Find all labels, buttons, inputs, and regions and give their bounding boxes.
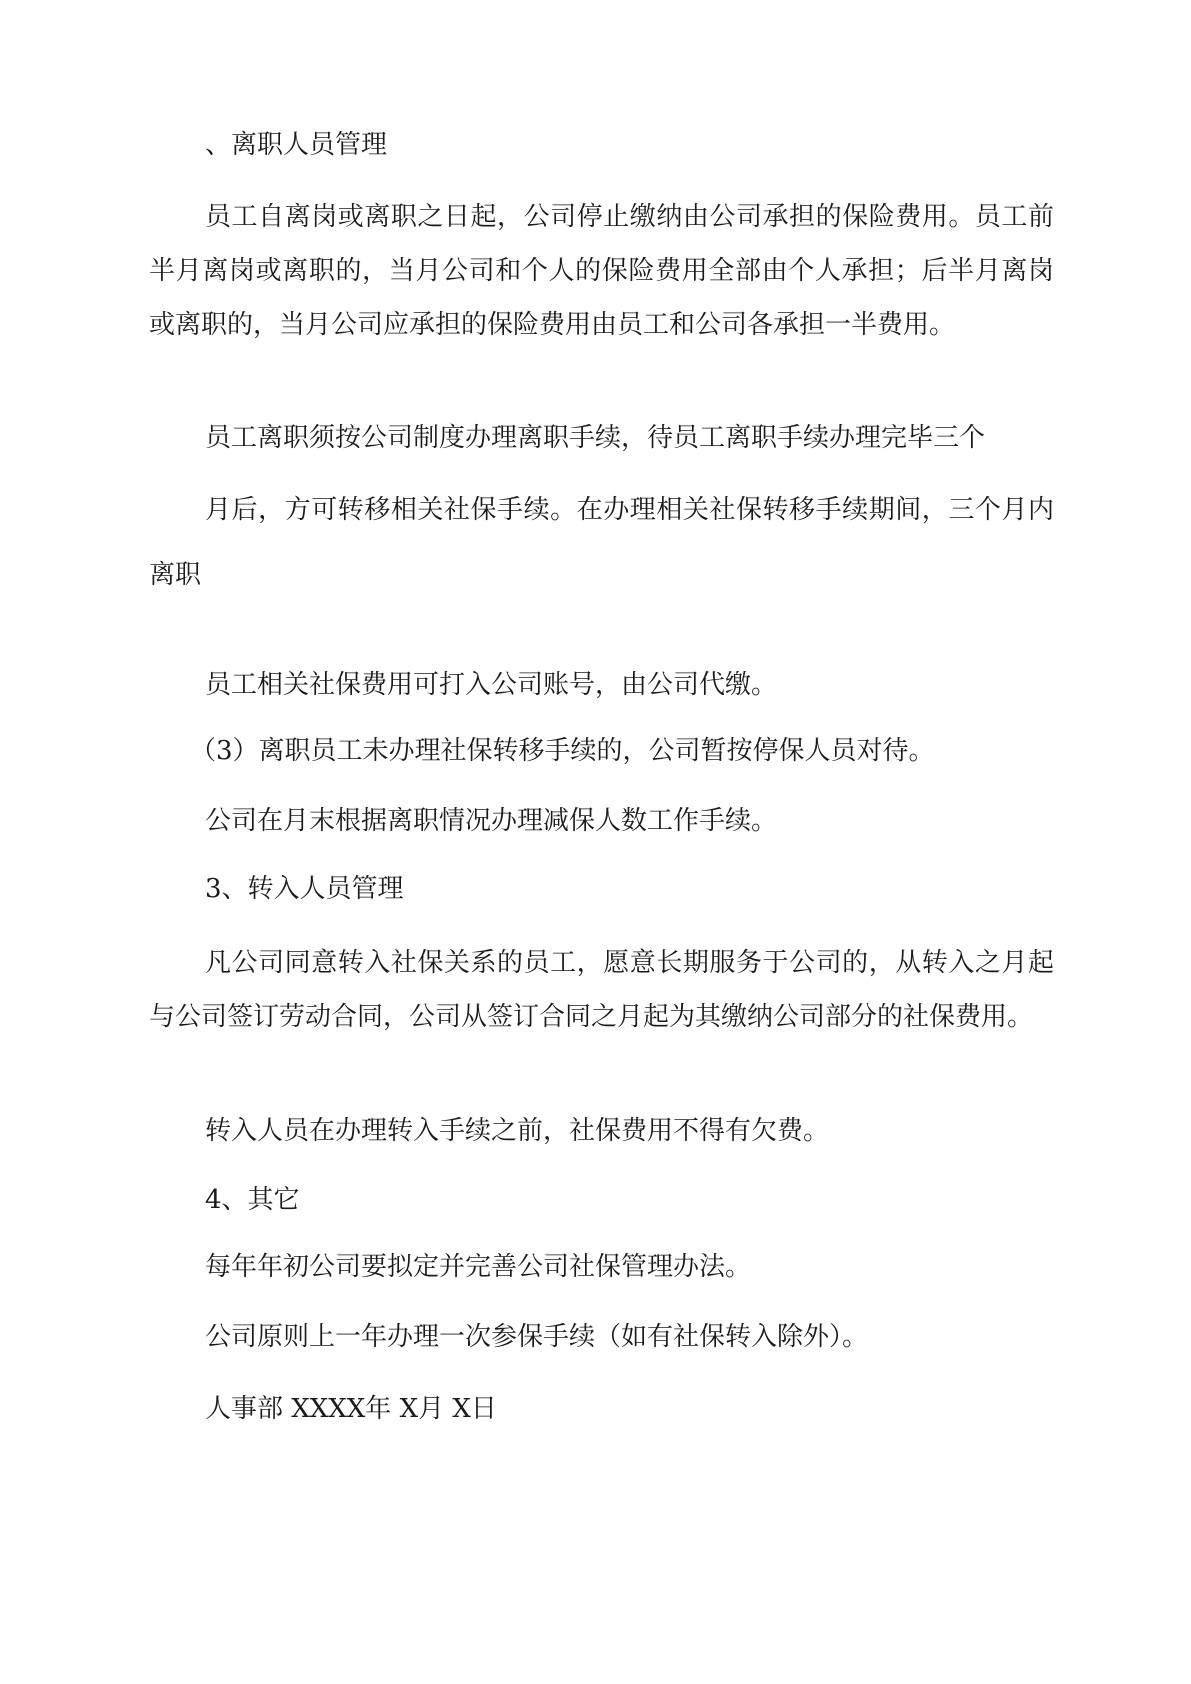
paragraph-once-a-year: 公司原则上一年办理一次参保手续（如有社保转入除外）。 — [205, 1322, 869, 1352]
section-heading-incoming-staff: 3、转入人员管理 — [205, 874, 404, 904]
paragraph-transfer-line-2: 月后，方可转移相关社保手续。在办理相关社保转移手续期间，三个月内离职 — [149, 495, 1054, 590]
paragraph-annual-plan: 每年年初公司要拟定并完善公司社保管理办法。 — [205, 1252, 752, 1282]
signature-line: 人事部 XXXX年 X月 X日 — [205, 1394, 497, 1424]
paragraph-insurance-stop: 员工自离岗或离职之日起，公司停止缴纳由公司承担的保险费用。员工前半月离岗或离职的，当月公司和个人的保险费用全部由个人承担；后半月离岗或离职的，当月公司应承担的保险费用由员工和公司各承担一半费用。 — [149, 202, 1054, 340]
paragraph-no-arrears: 转入人员在办理转入手续之前，社保费用不得有欠费。 — [205, 1116, 830, 1146]
paragraph-month-end: 公司在月末根据离职情况办理减保人数工作手续。 — [205, 806, 778, 836]
section-heading-other: 4、其它 — [205, 1185, 300, 1215]
paragraph-transfer-line-1: 员工离职须按公司制度办理离职手续，待员工离职手续办理完毕三个 — [205, 423, 986, 453]
paragraph-payment-by-company: 员工相关社保费用可打入公司账号，由公司代缴。 — [205, 670, 778, 700]
paragraph-item-3: （3）离职员工未办理社保转移手续的，公司暂按停保人员对待。 — [190, 736, 935, 766]
paragraph-incoming-contract: 凡公司同意转入社保关系的员工，愿意长期服务于公司的，从转入之月起与公司签订劳动合同，公司从签订合同之月起为其缴纳公司部分的社保费用。 — [149, 948, 1054, 1032]
section-heading-departing-staff: 、离职人员管理 — [205, 130, 388, 160]
